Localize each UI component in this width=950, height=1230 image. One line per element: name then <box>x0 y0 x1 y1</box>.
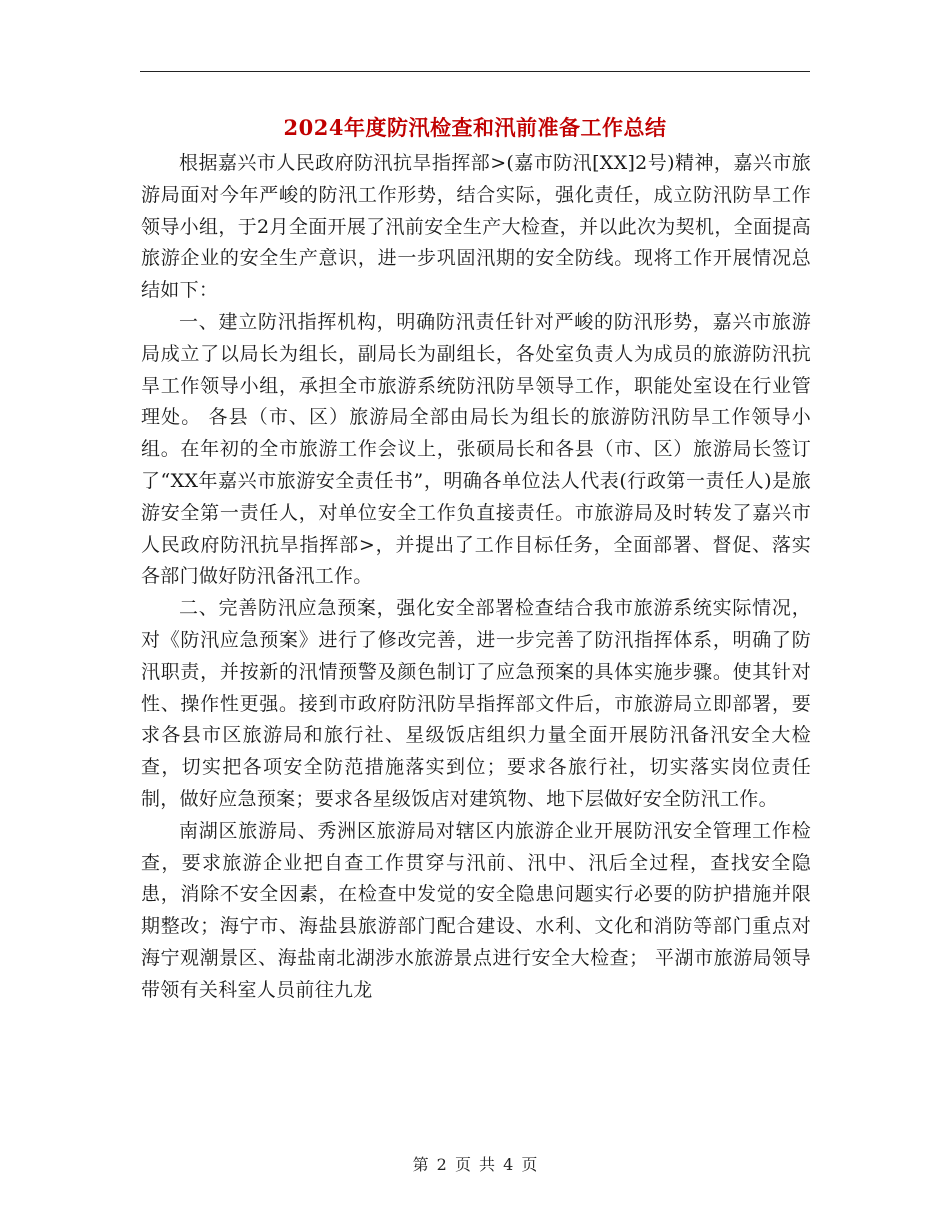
paragraph-district-checks: 南湖区旅游局、秀洲区旅游局对辖区内旅游企业开展防汛安全管理工作检查，要求旅游企业把自查工作贯穿与汛前、汛中、汛后全过程，查找安全隐患，消除不安全因素，在检查中发觉的安全隐患问题实行必要的防护措施并限期整改；海宁市、海盐县旅游部门配合建设、水利、文化和消防等部门重点对海宁观潮景区、海盐南北湖涉水旅游景点进行安全大检查； 平湖市旅游局领导带领有关科室人员前往九龙 <box>141 819 811 1001</box>
page-number: 第 2 页 共 4 页 <box>412 1155 538 1174</box>
document-title: 2024年度防汛检查和汛前准备工作总结 <box>283 115 667 140</box>
paragraph-intro: 根据嘉兴市人民政府防汛抗旱指挥部>(嘉市防汛[XX]2号)精神，嘉兴市旅游局面对今年严峻的防汛工作形势，结合实际，强化责任，成立防汛防旱工作领导小组，于2月全面开展了汛前安全生产大检查，并以此次为契机，全面提高旅游企业的安全生产意识，进一步巩固汛期的安全防线。现将工作开展情况总结如下： <box>141 152 811 302</box>
paragraph-section-two: 二、完善防汛应急预案，强化安全部署检查结合我市旅游系统实际情况，对《防汛应急预案》进行了修改完善，进一步完善了防汛指挥体系，明确了防汛职责，并按新的汛情预警及颜色制订了应急预案的具体实施步骤。使其针对性、操作性更强。接到市政府防汛防旱指挥部文件后，市旅游局立即部署，要求各县市区旅游局和旅行社、星级饭店组织力量全面开展防汛备汛安全大检查，切实把各项安全防范措施落实到位；要求各旅行社，切实落实岗位责任制，做好应急预案；要求各星级饭店对建筑物、地下层做好安全防汛工作。 <box>141 597 811 810</box>
header-rule <box>140 71 810 72</box>
document-body <box>141 148 811 1007</box>
paragraph-section-one: 一、建立防汛指挥机构，明确防汛责任针对严峻的防汛形势，嘉兴市旅游局成立了以局长为组长，副局长为副组长，各处室负责人为成员的旅游防汛抗旱工作领导小组，承担全市旅游系统防汛防旱领导工作，职能处室设在行业管理处。 各县（市、区）旅游局全部由局长为组长的旅游防汛防旱工作领导小组。在年初的全市旅游工作会议上，张硕局长和各县（市、区）旅游局长签订了“XX年嘉兴市旅游安全责任书”，明确各单位法人代表(行政第一责任人)是旅游安全第一责任人，对单位安全工作负直接责任。市旅游局及时转发了嘉兴市人民政府防汛抗旱指挥部>，并提出了工作目标任务，全面部署、督促、落实各部门做好防汛备汛工作。 <box>141 310 811 588</box>
